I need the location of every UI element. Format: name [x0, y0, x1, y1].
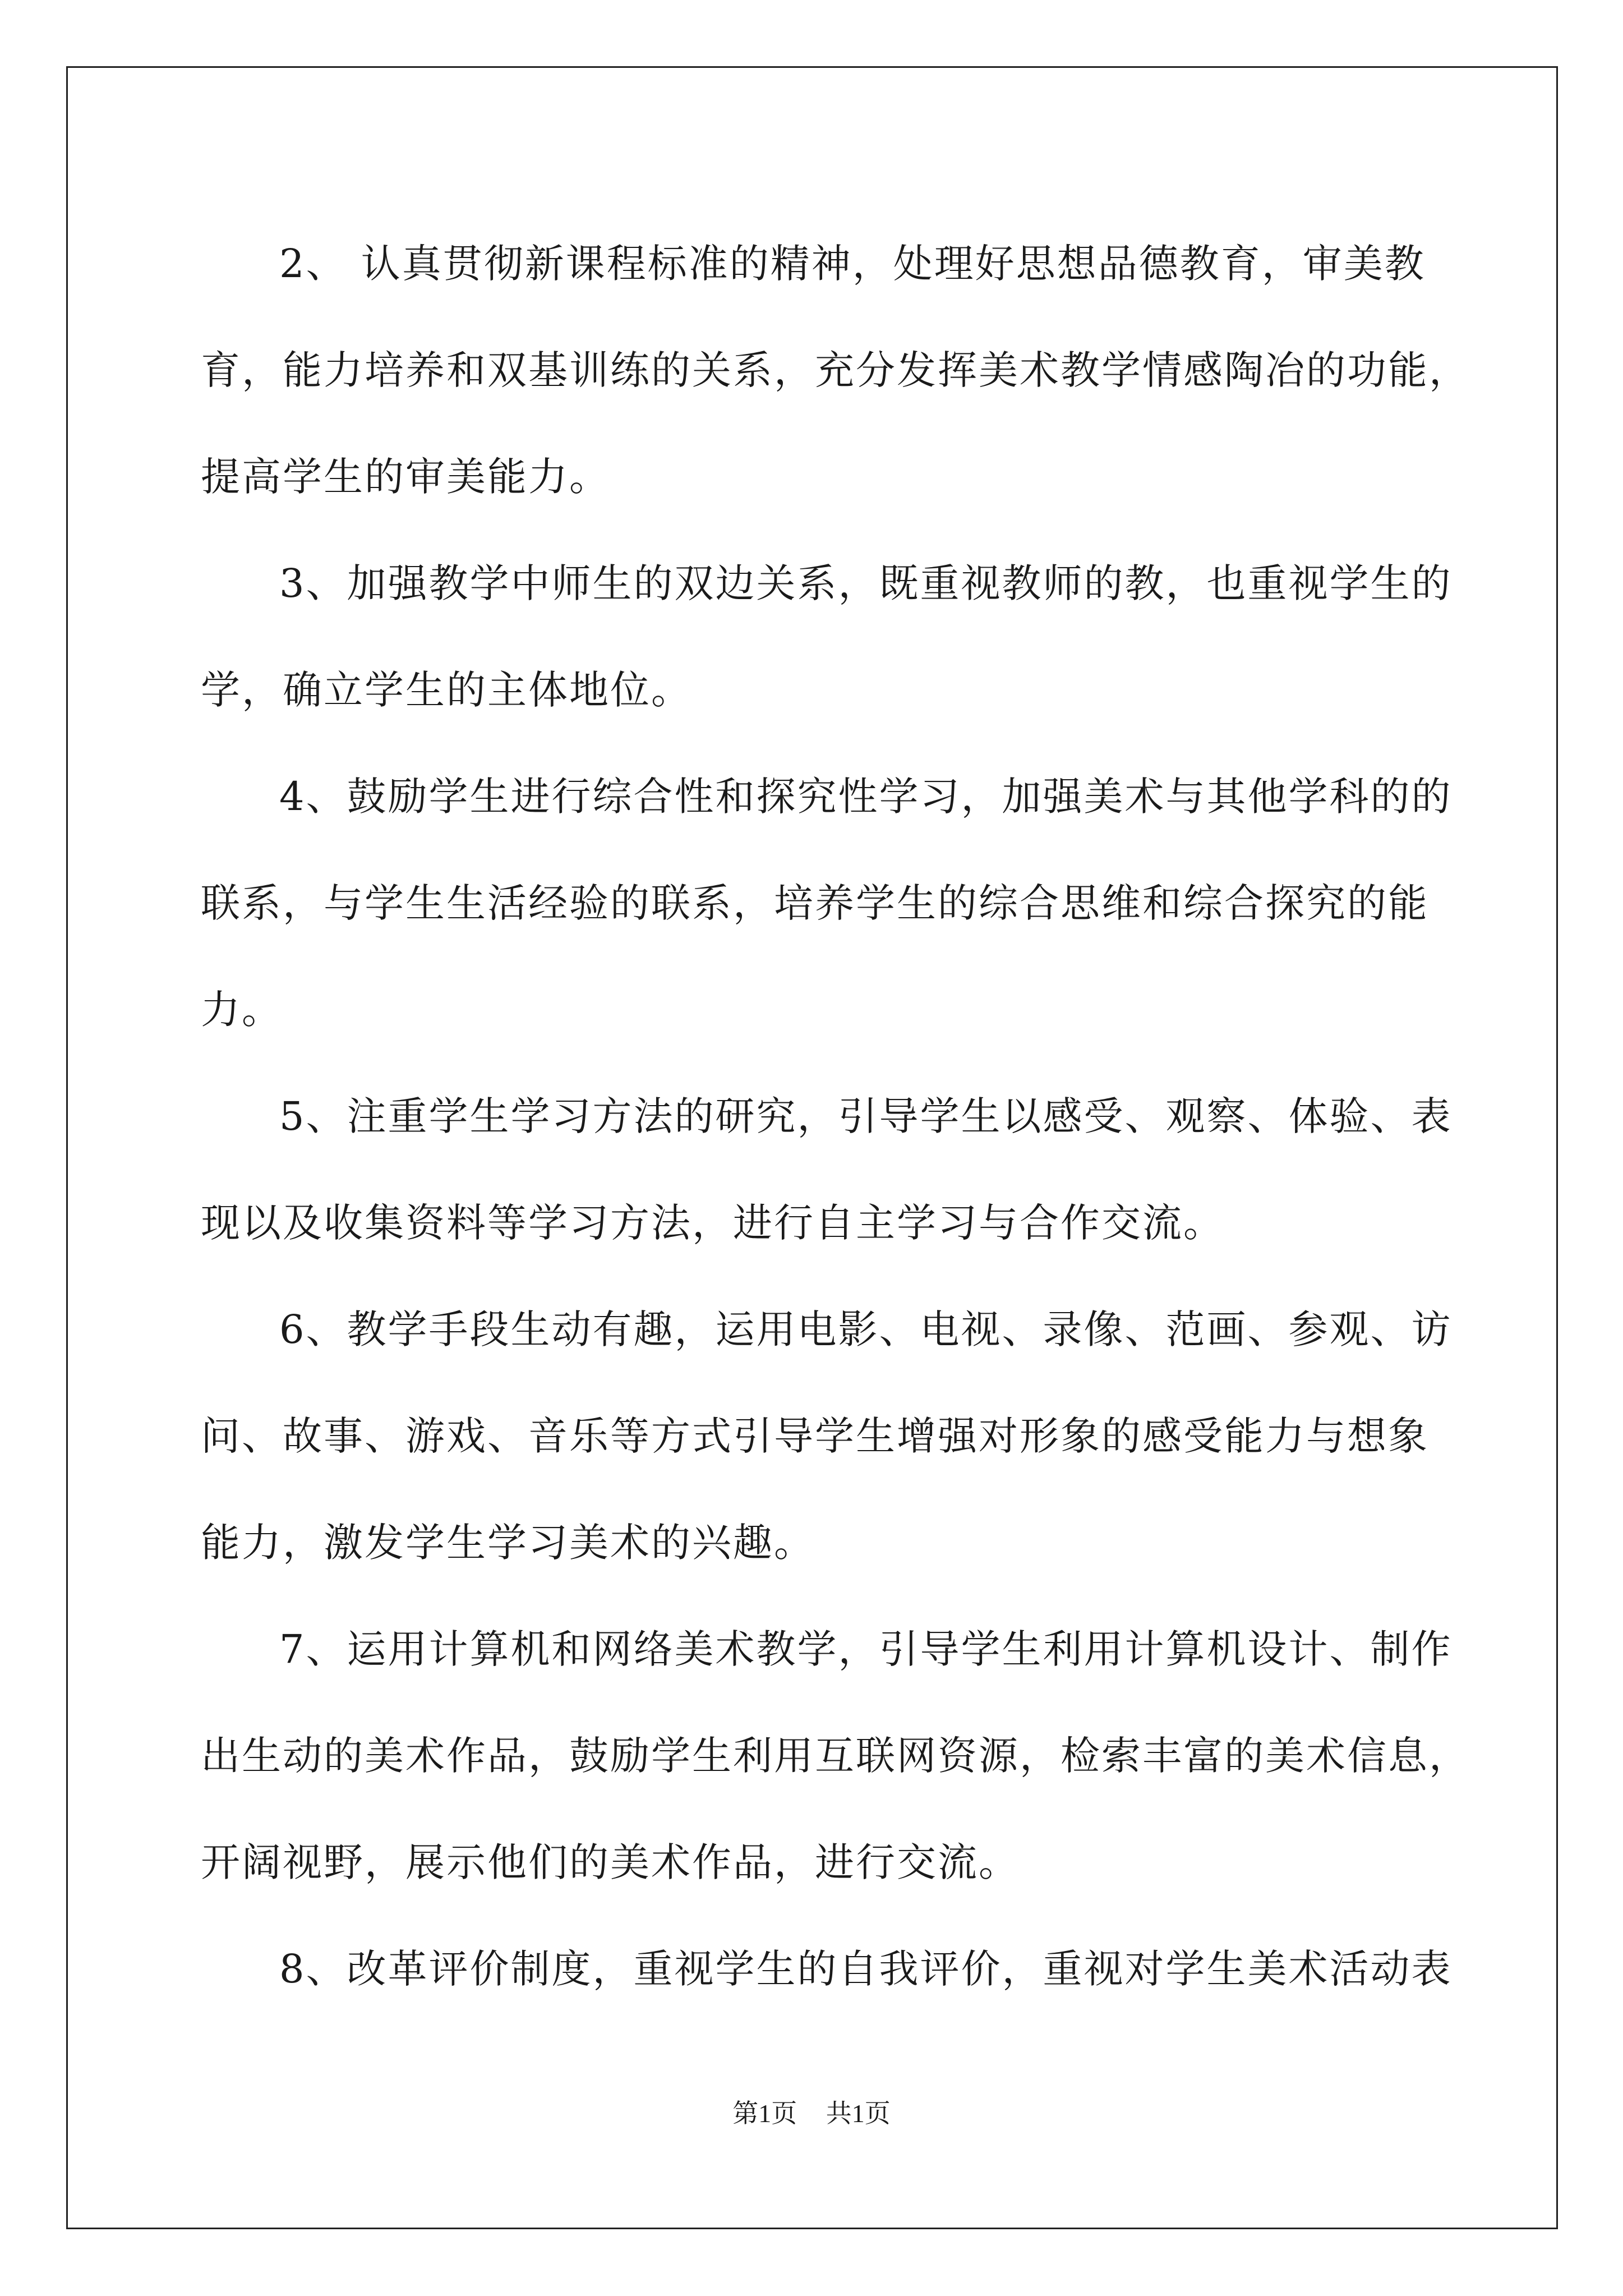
paragraph — [201, 1276, 1457, 1596]
paragraph-line: 出生动的美术作品，鼓励学生利用互联网资源，检索丰富的美术信息， — [201, 1733, 1470, 1779]
paragraph-line: 提高学生的审美能力。 — [201, 454, 610, 500]
paragraph-line: 学，确立学生的主体地位。 — [201, 667, 692, 713]
paragraph — [201, 1916, 1457, 2022]
paragraph-line: 问、故事、游戏、音乐等方式引导学生增强对形象的感受能力与想象 — [201, 1413, 1429, 1459]
paragraph-line: 6、教学手段生动有趣，运用电影、电视、录像、范画、参观、访 — [279, 1306, 1453, 1352]
paragraph-line: 5、注重学生学习方法的研究，引导学生以感受、观察、体验、表 — [279, 1093, 1453, 1139]
paragraph — [201, 743, 1457, 1063]
paragraph-line: 联系，与学生生活经验的联系，培养学生的综合思维和综合探究的能 — [201, 880, 1429, 926]
document-body — [201, 210, 1470, 2022]
paragraph — [201, 210, 1470, 530]
paragraph-line: 4、鼓励学生进行综合性和探究性学习，加强美术与其他学科的的 — [279, 774, 1453, 820]
page-footer — [0, 2097, 1623, 2131]
paragraph-line: 8、改革评价制度，重视学生的自我评价，重视对学生美术活动表 — [279, 1946, 1453, 1992]
paragraph-line: 现以及收集资料等学习方法，进行自主学习与合作交流。 — [201, 1200, 1224, 1246]
page-total: 共1页 — [826, 2099, 891, 2128]
paragraph — [201, 1063, 1457, 1276]
paragraph-line: 7、运用计算机和网络美术教学，引导学生利用计算机设计、制作 — [279, 1626, 1453, 1672]
paragraph-line: 能力，激发学生学习美术的兴趣。 — [201, 1520, 815, 1566]
paragraph — [201, 530, 1457, 743]
paragraph-line: 育，能力培养和双基训练的关系，充分发挥美术教学情感陶冶的功能， — [201, 347, 1470, 393]
page-number: 第1页 — [732, 2099, 797, 2128]
paragraph — [201, 1596, 1470, 1916]
paragraph-line: 3、加强教学中师生的双边关系，既重视教师的教，也重视学生的 — [279, 560, 1453, 606]
paragraph-line: 力。 — [201, 987, 283, 1033]
paragraph-line: 开阔视野，展示他们的美术作品，进行交流。 — [201, 1839, 1020, 1885]
paragraph-line: 2、 认真贯彻新课程标准的精神，处理好思想品德教育，审美教 — [279, 241, 1426, 287]
